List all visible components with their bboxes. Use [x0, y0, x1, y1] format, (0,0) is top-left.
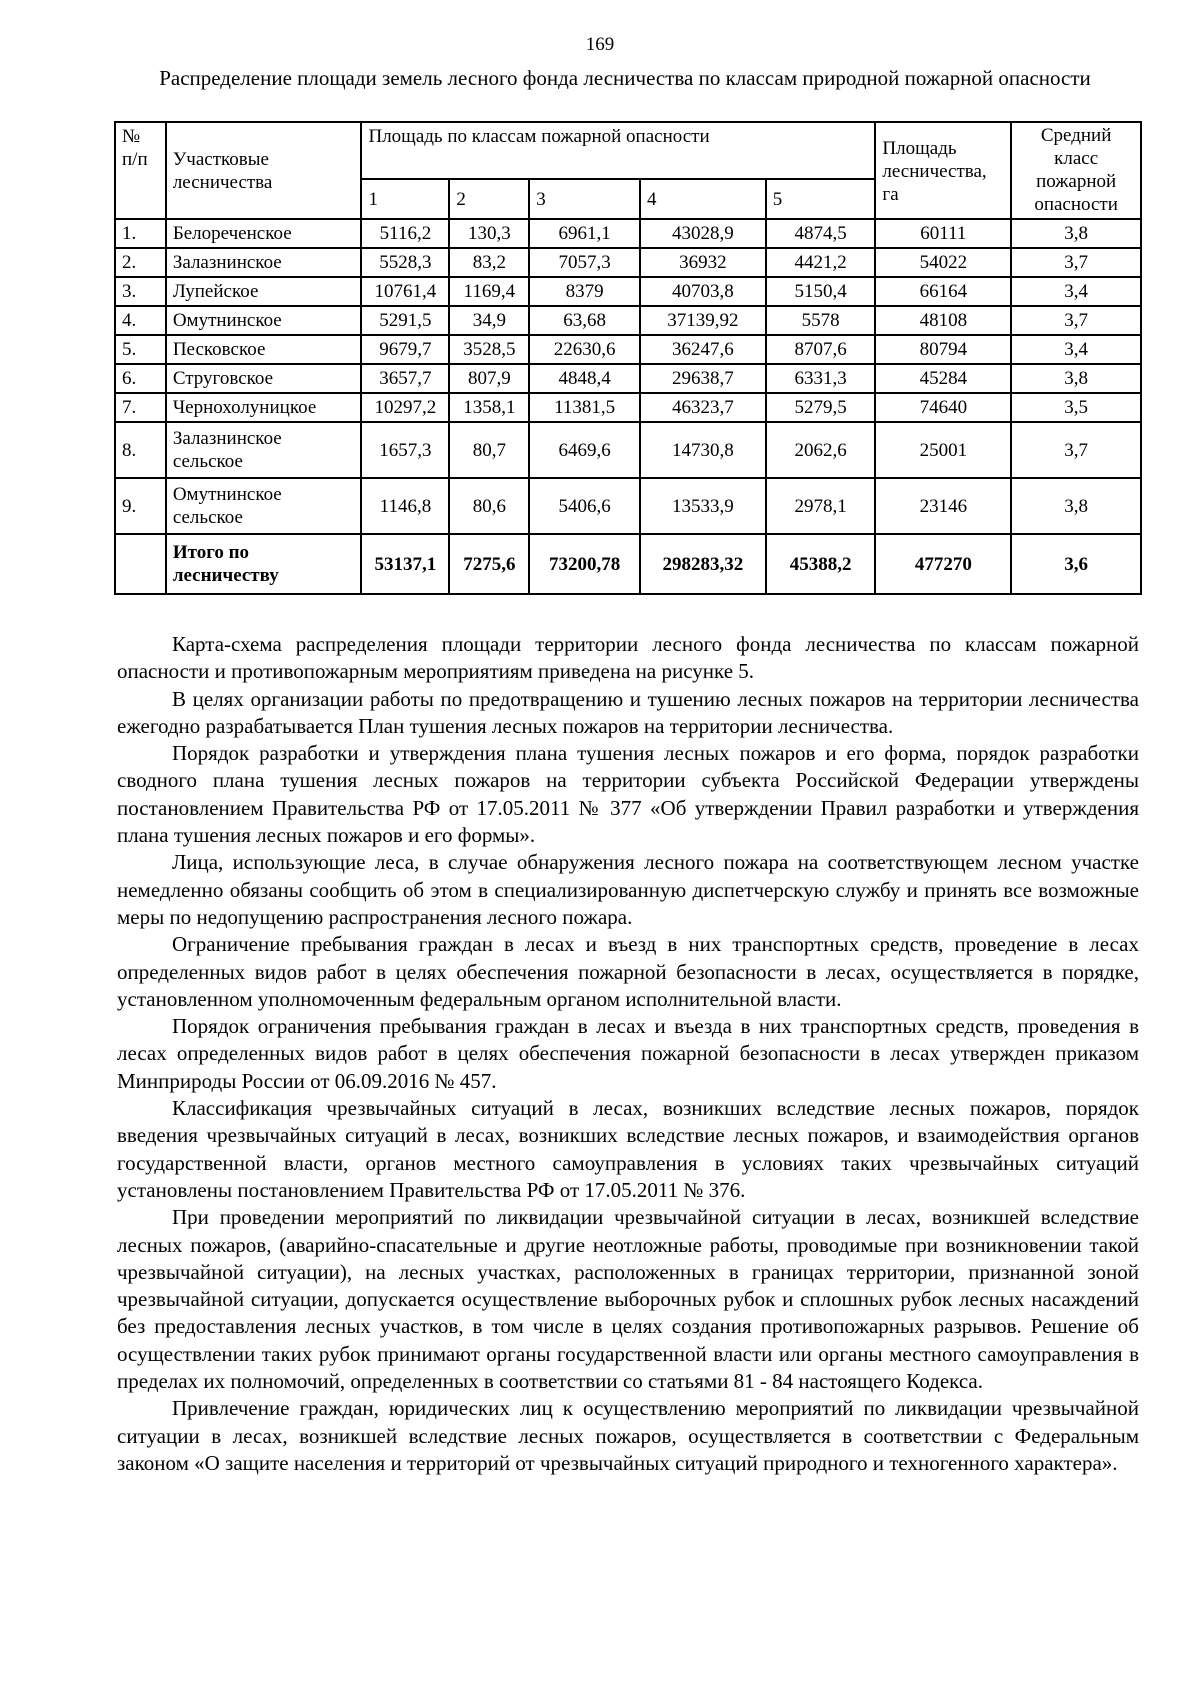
cell-area: 66164 — [875, 277, 1011, 306]
cell-class-4: 43028,9 — [640, 219, 766, 248]
cell-class-3: 22630,6 — [529, 335, 640, 364]
total-class-3: 73200,78 — [529, 534, 640, 594]
paragraph: Карта-схема распределения площади территории лесного фонда лесничества по классам пожарной опасности и противопожарным мероприятиям приведена на рисунке 5. — [117, 632, 1139, 684]
cell-class-3: 63,68 — [529, 306, 640, 335]
cell-class-3: 8379 — [529, 277, 640, 306]
cell-class-5: 5279,5 — [766, 393, 876, 422]
paragraph: В целях организации работы по предотвращению и тушению лесных пожаров на территории лесничества ежегодно разрабатывается План тушения лесных пожаров на территории лесничества. — [117, 686, 1139, 738]
cell-class-2: 3528,5 — [449, 335, 529, 364]
cell-class-3: 6469,6 — [529, 422, 640, 478]
cell-class-5: 4421,2 — [766, 248, 876, 277]
header-total-area: Площадь лесничества, га — [875, 122, 1011, 219]
row-name: Омутнинское сельское — [166, 478, 362, 534]
table-row — [115, 364, 1141, 393]
cell-class-2: 1169,4 — [449, 277, 529, 306]
cell-avg: 3,7 — [1011, 422, 1141, 478]
cell-area: 48108 — [875, 306, 1011, 335]
table-row — [115, 219, 1141, 248]
total-class-2: 7275,6 — [449, 534, 529, 594]
cell-class-4: 36932 — [640, 248, 766, 277]
row-num: 4. — [115, 306, 166, 335]
cell-avg: 3,8 — [1011, 364, 1141, 393]
table-row — [115, 422, 1141, 478]
cell-area: 25001 — [875, 422, 1011, 478]
cell-class-4: 37139,92 — [640, 306, 766, 335]
total-class-5: 45388,2 — [766, 534, 876, 594]
cell-class-1: 10761,4 — [361, 277, 449, 306]
total-name: Итого по лесничеству — [166, 534, 362, 594]
header-name: Участковые лесничества — [166, 122, 362, 219]
cell-class-2: 807,9 — [449, 364, 529, 393]
paragraph: Порядок разработки и утверждения плана тушения лесных пожаров и его форма, порядок разработки сводного плана тушения лесных пожаров на территории субъекта Российской Федерации утверждены постановлением Правительства РФ от 17.05.2011 № 377 «Об утверждении Правил разработки и утверждения плана тушения лесных пожаров и его формы». — [117, 741, 1139, 848]
cell-avg: 3,4 — [1011, 335, 1141, 364]
cell-class-2: 34,9 — [449, 306, 529, 335]
cell-avg: 3,7 — [1011, 306, 1141, 335]
table-row — [115, 306, 1141, 335]
cell-class-3: 11381,5 — [529, 393, 640, 422]
fire-danger-table — [114, 121, 1142, 595]
row-name: Залазнинское сельское — [166, 422, 362, 478]
row-num: 7. — [115, 393, 166, 422]
header-num: № п/п — [115, 122, 166, 219]
cell-class-2: 80,7 — [449, 422, 529, 478]
cell-class-3: 7057,3 — [529, 248, 640, 277]
cell-class-5: 8707,6 — [766, 335, 876, 364]
row-num: 9. — [115, 478, 166, 534]
cell-area: 74640 — [875, 393, 1011, 422]
cell-class-1: 5291,5 — [361, 306, 449, 335]
cell-class-5: 5150,4 — [766, 277, 876, 306]
cell-class-1: 1657,3 — [361, 422, 449, 478]
cell-class-4: 46323,7 — [640, 393, 766, 422]
row-name: Омутнинское — [166, 306, 362, 335]
paragraph: Ограничение пребывания граждан в лесах и въезд в них транспортных средств, проведение в лесах определенных видов работ в целях обеспечения пожарной безопасности в лесах, осуществляется в порядке, установленном уполномоченным федеральным органом исполнительной власти. — [117, 932, 1139, 1011]
row-name: Залазнинское — [166, 248, 362, 277]
header-class-4: 4 — [640, 179, 766, 219]
total-avg: 3,6 — [1011, 534, 1141, 594]
cell-class-2: 83,2 — [449, 248, 529, 277]
table-row — [115, 248, 1141, 277]
row-name: Чернохолуницкое — [166, 393, 362, 422]
cell-avg: 3,5 — [1011, 393, 1141, 422]
header-class-2: 2 — [449, 179, 529, 219]
paragraph: Привлечение граждан, юридических лиц к осуществлению мероприятий по ликвидации чрезвычайной ситуации в лесах, возникшей вследствие лесных пожаров, осуществляется в соответствии с Федеральным законом «О защите населения и территорий от чрезвычайных ситуаций природного и техногенного характера». — [117, 1396, 1139, 1475]
header-class-1: 1 — [361, 179, 449, 219]
paragraph: Классификация чрезвычайных ситуаций в лесах, возникших вследствие лесных пожаров, порядок введения чрезвычайных ситуаций в лесах, возникших вследствие лесных пожаров, и взаимодействия органов государственной власти, органов местного самоуправления в условиях таких чрезвычайных ситуаций установлены постановлением Правительства РФ от 17.05.2011 № 376. — [117, 1096, 1139, 1202]
cell-class-1: 10297,2 — [361, 393, 449, 422]
cell-class-3: 5406,6 — [529, 478, 640, 534]
cell-class-1: 5116,2 — [361, 219, 449, 248]
cell-class-5: 2062,6 — [766, 422, 876, 478]
row-name: Белореченское — [166, 219, 362, 248]
paragraph: Лица, использующие леса, в случае обнаружения лесного пожара на соответствующем лесном участке немедленно обязаны сообщить об этом в специализированную диспетчерскую службу и принять все возможные меры по недопущению распространения лесного пожара. — [117, 850, 1139, 929]
total-num — [115, 534, 166, 594]
row-name: Лупейское — [166, 277, 362, 306]
cell-class-1: 9679,7 — [361, 335, 449, 364]
total-class-1: 53137,1 — [361, 534, 449, 594]
paragraph: Порядок ограничения пребывания граждан в лесах и въезда в них транспортных средств, проведения в лесах определенных видов работ в целях обеспечения пожарной безопасности в лесах утвержден приказом Минприроды России от 06.09.2016 № 457. — [117, 1014, 1139, 1093]
cell-class-4: 40703,8 — [640, 277, 766, 306]
row-num: 6. — [115, 364, 166, 393]
row-name: Струговское — [166, 364, 362, 393]
table-title: Распределение площади земель лесного фонда лесничества по классам природной пожарной опасности — [159, 66, 1091, 90]
cell-area: 45284 — [875, 364, 1011, 393]
row-num: 3. — [115, 277, 166, 306]
header-class-3: 3 — [529, 179, 640, 219]
total-area: 477270 — [875, 534, 1011, 594]
cell-class-3: 4848,4 — [529, 364, 640, 393]
cell-class-5: 2978,1 — [766, 478, 876, 534]
cell-class-4: 36247,6 — [640, 335, 766, 364]
table-row — [115, 335, 1141, 364]
row-name: Песковское — [166, 335, 362, 364]
cell-class-4: 29638,7 — [640, 364, 766, 393]
cell-class-5: 6331,3 — [766, 364, 876, 393]
row-num: 1. — [115, 219, 166, 248]
cell-area: 23146 — [875, 478, 1011, 534]
cell-class-1: 5528,3 — [361, 248, 449, 277]
cell-area: 54022 — [875, 248, 1011, 277]
cell-area: 60111 — [875, 219, 1011, 248]
cell-avg: 3,7 — [1011, 248, 1141, 277]
header-avg-class: Средний класс пожарной опасности — [1011, 122, 1141, 219]
table-row — [115, 393, 1141, 422]
table-total-row — [115, 534, 1141, 594]
cell-class-1: 1146,8 — [361, 478, 449, 534]
table-row — [115, 478, 1141, 534]
table-row — [115, 277, 1141, 306]
cell-avg: 3,8 — [1011, 478, 1141, 534]
cell-class-2: 1358,1 — [449, 393, 529, 422]
cell-class-5: 5578 — [766, 306, 876, 335]
cell-class-2: 130,3 — [449, 219, 529, 248]
total-class-4: 298283,32 — [640, 534, 766, 594]
cell-class-2: 80,6 — [449, 478, 529, 534]
body-text — [117, 631, 1139, 1477]
cell-avg: 3,4 — [1011, 277, 1141, 306]
paragraph: При проведении мероприятий по ликвидации чрезвычайной ситуации в лесах, возникшей вследствие лесных пожаров, (аварийно-спасательные и другие неотложные работы, проводимые при возникновении такой чрезвычайной ситуации), на лесных участках, расположенных в границах территории, признанной зоной чрезвычайной ситуации, допускается осуществление выборочных рубок и сплошных рубок лесных насаждений без предоставления лесных участков, в том числе в целях создания противопожарных разрывов. Решение об осуществлении таких рубок принимают органы государственной власти или органы местного самоуправления в пределах их полномочий, определенных в соответствии со статьями 81 - 84 настоящего Кодекса. — [117, 1205, 1139, 1394]
cell-avg: 3,8 — [1011, 219, 1141, 248]
cell-class-5: 4874,5 — [766, 219, 876, 248]
page-number: 169 — [585, 34, 615, 55]
cell-class-4: 13533,9 — [640, 478, 766, 534]
cell-class-1: 3657,7 — [361, 364, 449, 393]
cell-area: 80794 — [875, 335, 1011, 364]
header-area-classes: Площадь по классам пожарной опасности — [361, 122, 875, 179]
row-num: 5. — [115, 335, 166, 364]
cell-class-4: 14730,8 — [640, 422, 766, 478]
header-class-5: 5 — [766, 179, 876, 219]
row-num: 2. — [115, 248, 166, 277]
cell-class-3: 6961,1 — [529, 219, 640, 248]
row-num: 8. — [115, 422, 166, 478]
